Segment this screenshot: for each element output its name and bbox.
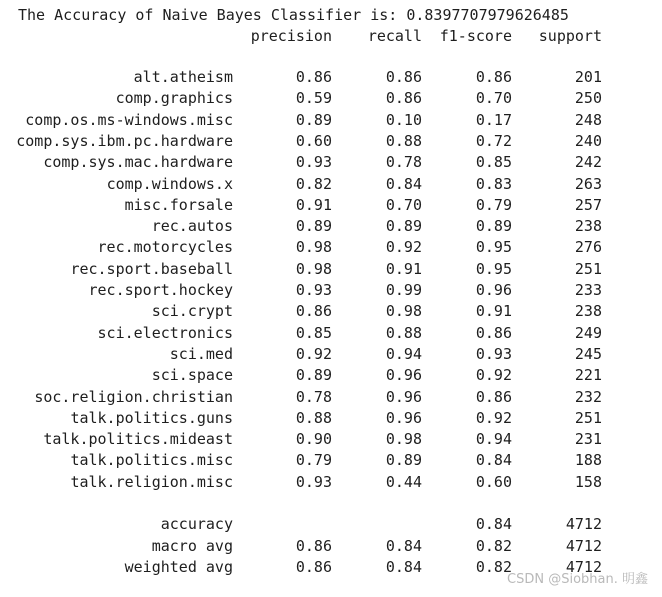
- f1-score-value: 0.86: [475, 323, 512, 342]
- row-label: rec.sport.hockey: [88, 281, 233, 299]
- row-label: talk.politics.mideast: [43, 430, 233, 449]
- f1-score-value: 0.95: [475, 238, 512, 257]
- precision-value: 0.89: [295, 217, 332, 236]
- report-class-row: [0, 323, 662, 344]
- row-label: talk.religion.misc: [70, 472, 233, 491]
- precision-value: 0.82: [295, 174, 332, 193]
- support-value: 245: [574, 344, 602, 363]
- recall-value: 0.70: [385, 195, 422, 214]
- recall-value: 0.96: [385, 387, 422, 406]
- f1-score-value: 0.79: [475, 195, 512, 214]
- row-label: comp.os.ms-windows.misc: [25, 110, 233, 129]
- report-class-row: [0, 131, 662, 152]
- f1-score-value: 0.96: [475, 281, 512, 299]
- precision-value: 0.98: [295, 238, 332, 257]
- f1-score-value: 0.93: [475, 344, 512, 363]
- report-class-row: [0, 408, 662, 429]
- f1-score-value: 0.83: [475, 174, 512, 193]
- recall-value: 0.89: [385, 217, 422, 236]
- f1-score-value: 0.86: [475, 68, 512, 86]
- report-class-row: [0, 259, 662, 280]
- precision-value: 0.93: [295, 153, 332, 172]
- report-class-row: [0, 88, 662, 109]
- f1-score-value: 0.17: [475, 110, 512, 129]
- support-value: 263: [574, 174, 602, 193]
- recall-value: 0.84: [385, 536, 422, 555]
- row-label: rec.autos: [151, 217, 233, 236]
- report-class-row: [0, 195, 662, 216]
- recall-value: 0.96: [385, 408, 422, 427]
- support-value: 201: [574, 68, 602, 86]
- recall-value: 0.96: [385, 366, 422, 385]
- recall-value: 0.91: [385, 259, 422, 278]
- f1-score-value: 0.70: [475, 89, 512, 108]
- report-summary-row: [0, 536, 662, 557]
- report-class-row: [0, 152, 662, 173]
- row-label: weighted avg: [124, 558, 233, 576]
- report-class-row: [0, 67, 662, 88]
- report-class-row: [0, 365, 662, 386]
- support-value: 188: [574, 451, 602, 470]
- support-value: 251: [574, 259, 602, 278]
- report-class-row: [0, 174, 662, 195]
- row-label: rec.motorcycles: [97, 238, 233, 257]
- recall-value: 0.86: [385, 68, 422, 86]
- f1-score-value: 0.92: [475, 366, 512, 385]
- recall-value: 0.89: [385, 451, 422, 470]
- row-label: talk.politics.guns: [70, 408, 233, 427]
- row-label: rec.sport.baseball: [70, 259, 233, 278]
- precision-value: 0.78: [295, 387, 332, 406]
- report-class-row: [0, 429, 662, 450]
- row-label: comp.sys.mac.hardware: [43, 153, 233, 172]
- recall-value: 0.88: [385, 323, 422, 342]
- f1-score-value: 0.85: [475, 153, 512, 172]
- accuracy-headline: The Accuracy of Naive Bayes Classifier is: 0.8397707979626485: [18, 6, 569, 24]
- precision-value: 0.59: [295, 89, 332, 108]
- f1-score-value: 0.84: [475, 451, 512, 470]
- recall-value: 0.10: [385, 110, 422, 129]
- precision-value: 0.86: [295, 536, 332, 555]
- recall-value: 0.94: [385, 344, 422, 363]
- report-class-row: [0, 110, 662, 131]
- precision-value: 0.89: [295, 366, 332, 385]
- support-value: 4712: [565, 536, 602, 555]
- f1-score-value: 0.94: [475, 430, 512, 449]
- row-label: misc.forsale: [124, 195, 233, 214]
- precision-value: 0.86: [295, 302, 332, 321]
- header-f1-score: f1-score: [439, 27, 512, 45]
- support-value: 4712: [565, 515, 602, 533]
- precision-value: 0.89: [295, 110, 332, 129]
- support-value: 251: [574, 408, 602, 427]
- f1-score-value: 0.60: [475, 472, 512, 491]
- precision-value: 0.60: [295, 131, 332, 150]
- precision-value: 0.90: [295, 430, 332, 449]
- header-recall: recall: [367, 27, 422, 45]
- csdn-watermark: CSDN @Siobhan. 明鑫: [507, 572, 648, 587]
- support-value: 233: [574, 281, 602, 299]
- support-value: 238: [574, 302, 602, 321]
- recall-value: 0.98: [385, 302, 422, 321]
- precision-value: 0.85: [295, 323, 332, 342]
- report-summary-row: [0, 514, 662, 535]
- report-class-row: [0, 472, 662, 493]
- report-class-row: [0, 450, 662, 471]
- recall-value: 0.44: [385, 472, 422, 491]
- f1-score-value: 0.86: [475, 387, 512, 406]
- support-value: 221: [574, 366, 602, 385]
- support-value: 240: [574, 131, 602, 150]
- precision-value: 0.91: [295, 195, 332, 214]
- recall-value: 0.78: [385, 153, 422, 172]
- recall-value: 0.84: [385, 558, 422, 576]
- row-label: alt.atheism: [133, 68, 233, 86]
- support-value: 242: [574, 153, 602, 172]
- row-label: sci.crypt: [151, 302, 233, 321]
- header-precision: precision: [250, 27, 332, 45]
- row-label: sci.med: [169, 344, 233, 363]
- support-value: 248: [574, 110, 602, 129]
- row-label: macro avg: [151, 536, 233, 555]
- recall-value: 0.86: [385, 89, 422, 108]
- support-value: 4712: [565, 558, 602, 576]
- precision-value: 0.88: [295, 408, 332, 427]
- support-value: 250: [574, 89, 602, 108]
- precision-value: 0.93: [295, 472, 332, 491]
- report-class-row: [0, 344, 662, 365]
- support-value: 232: [574, 387, 602, 406]
- row-label: comp.sys.ibm.pc.hardware: [16, 131, 233, 150]
- support-value: 249: [574, 323, 602, 342]
- recall-value: 0.84: [385, 174, 422, 193]
- support-value: 231: [574, 430, 602, 449]
- row-label: soc.religion.christian: [34, 387, 233, 406]
- f1-score-value: 0.82: [475, 536, 512, 555]
- precision-value: 0.98: [295, 259, 332, 278]
- recall-value: 0.92: [385, 238, 422, 257]
- f1-score-value: 0.82: [475, 558, 512, 576]
- precision-value: 0.86: [295, 558, 332, 576]
- f1-score-value: 0.84: [475, 515, 512, 533]
- row-label: talk.politics.misc: [70, 451, 233, 470]
- precision-value: 0.86: [295, 68, 332, 86]
- support-value: 257: [574, 195, 602, 214]
- precision-value: 0.93: [295, 281, 332, 299]
- recall-value: 0.99: [385, 281, 422, 299]
- f1-score-value: 0.91: [475, 302, 512, 321]
- f1-score-value: 0.92: [475, 408, 512, 427]
- row-label: sci.space: [151, 366, 233, 385]
- header-support: support: [538, 27, 602, 45]
- report-class-row: [0, 387, 662, 408]
- f1-score-value: 0.89: [475, 217, 512, 236]
- precision-value: 0.79: [295, 451, 332, 470]
- support-value: 158: [574, 472, 602, 491]
- f1-score-value: 0.95: [475, 259, 512, 278]
- report-class-row: [0, 237, 662, 258]
- support-value: 276: [574, 238, 602, 257]
- row-label: accuracy: [160, 515, 233, 533]
- recall-value: 0.88: [385, 131, 422, 150]
- report-class-row: [0, 216, 662, 237]
- report-class-row: [0, 280, 662, 301]
- row-label: comp.graphics: [115, 89, 233, 108]
- row-label: comp.windows.x: [106, 174, 233, 193]
- recall-value: 0.98: [385, 430, 422, 449]
- row-label: sci.electronics: [97, 323, 233, 342]
- f1-score-value: 0.72: [475, 131, 512, 150]
- precision-value: 0.92: [295, 344, 332, 363]
- report-header-row: [0, 26, 662, 47]
- support-value: 238: [574, 217, 602, 236]
- report-class-row: [0, 301, 662, 322]
